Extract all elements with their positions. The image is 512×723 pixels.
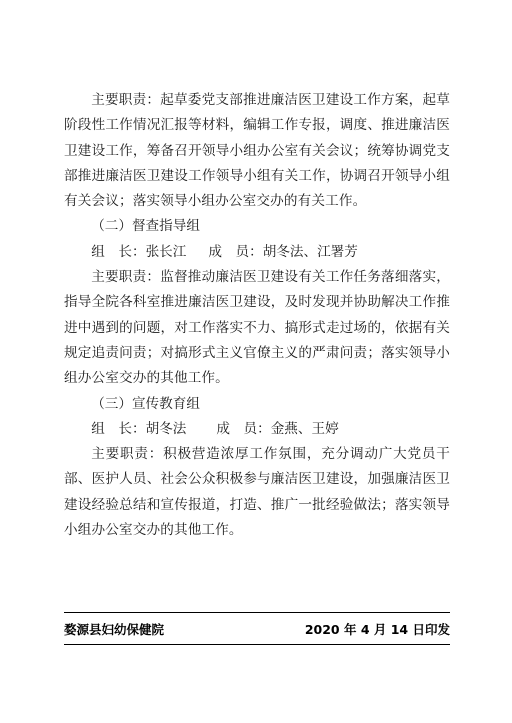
- footer-top-rule: [64, 612, 450, 613]
- member-label: 成 员：: [216, 420, 271, 437]
- member-names: 胡冬法、江署芳: [262, 243, 358, 260]
- leader-label: 组 长：: [91, 420, 146, 437]
- document-footer: [64, 619, 450, 639]
- section-heading-publicity: （三）宣传教育组: [91, 395, 200, 412]
- footer-bottom-rule: [64, 644, 450, 645]
- document-body: [64, 88, 450, 543]
- supervision-group-members: [64, 240, 450, 265]
- publicity-duties-paragraph: 主要职责：积极营造浓厚工作氛围，充分调动广大党员干部、医护人员、社会公众积极参与廉洁医卫建设，加强廉洁医卫建设经验总结和宣传报道，打造、推广一批经验做法；落实领导小组办公室交办的其他工作。: [64, 446, 450, 539]
- member-names: 金燕、王婷: [270, 420, 339, 437]
- issue-date: 2020 年 4 月 14 日印发: [304, 622, 450, 637]
- issuer-name: 婺源县妇幼保健院: [64, 622, 165, 637]
- supervision-duties-paragraph: 主要职责：监督推动廉洁医卫建设有关工作任务落细落实，指导全院各科室推进廉洁医卫建设，及时发现并协助解决工作推进中遇到的问题，对工作落实不力、搞形式走过场的，依据有关规定追责问责；对搞形式主义官僚主义的严肃问责；落实领导小组办公室交办的其他工作。: [64, 269, 450, 387]
- leader-name: 张长江: [145, 243, 187, 260]
- publicity-group-members: [64, 417, 450, 442]
- leader-name: 胡冬法: [145, 420, 187, 437]
- section-heading-supervision: （二）督查指导组: [91, 218, 200, 235]
- office-duties-paragraph: 主要职责：起草委党支部推进廉洁医卫建设工作方案，起草阶段性工作情况汇报等材料，编辑工作专报，调度、推进廉洁医卫建设工作，筹备召开领导小组办公室有关会议；统筹协调党支部推进廉洁医卫建设工作领导小组有关工作，协调召开领导小组有关会议；落实领导小组办公室交办的有关工作。: [64, 92, 450, 210]
- leader-label: 组 长：: [91, 243, 146, 260]
- member-label: 成 员：: [208, 243, 263, 260]
